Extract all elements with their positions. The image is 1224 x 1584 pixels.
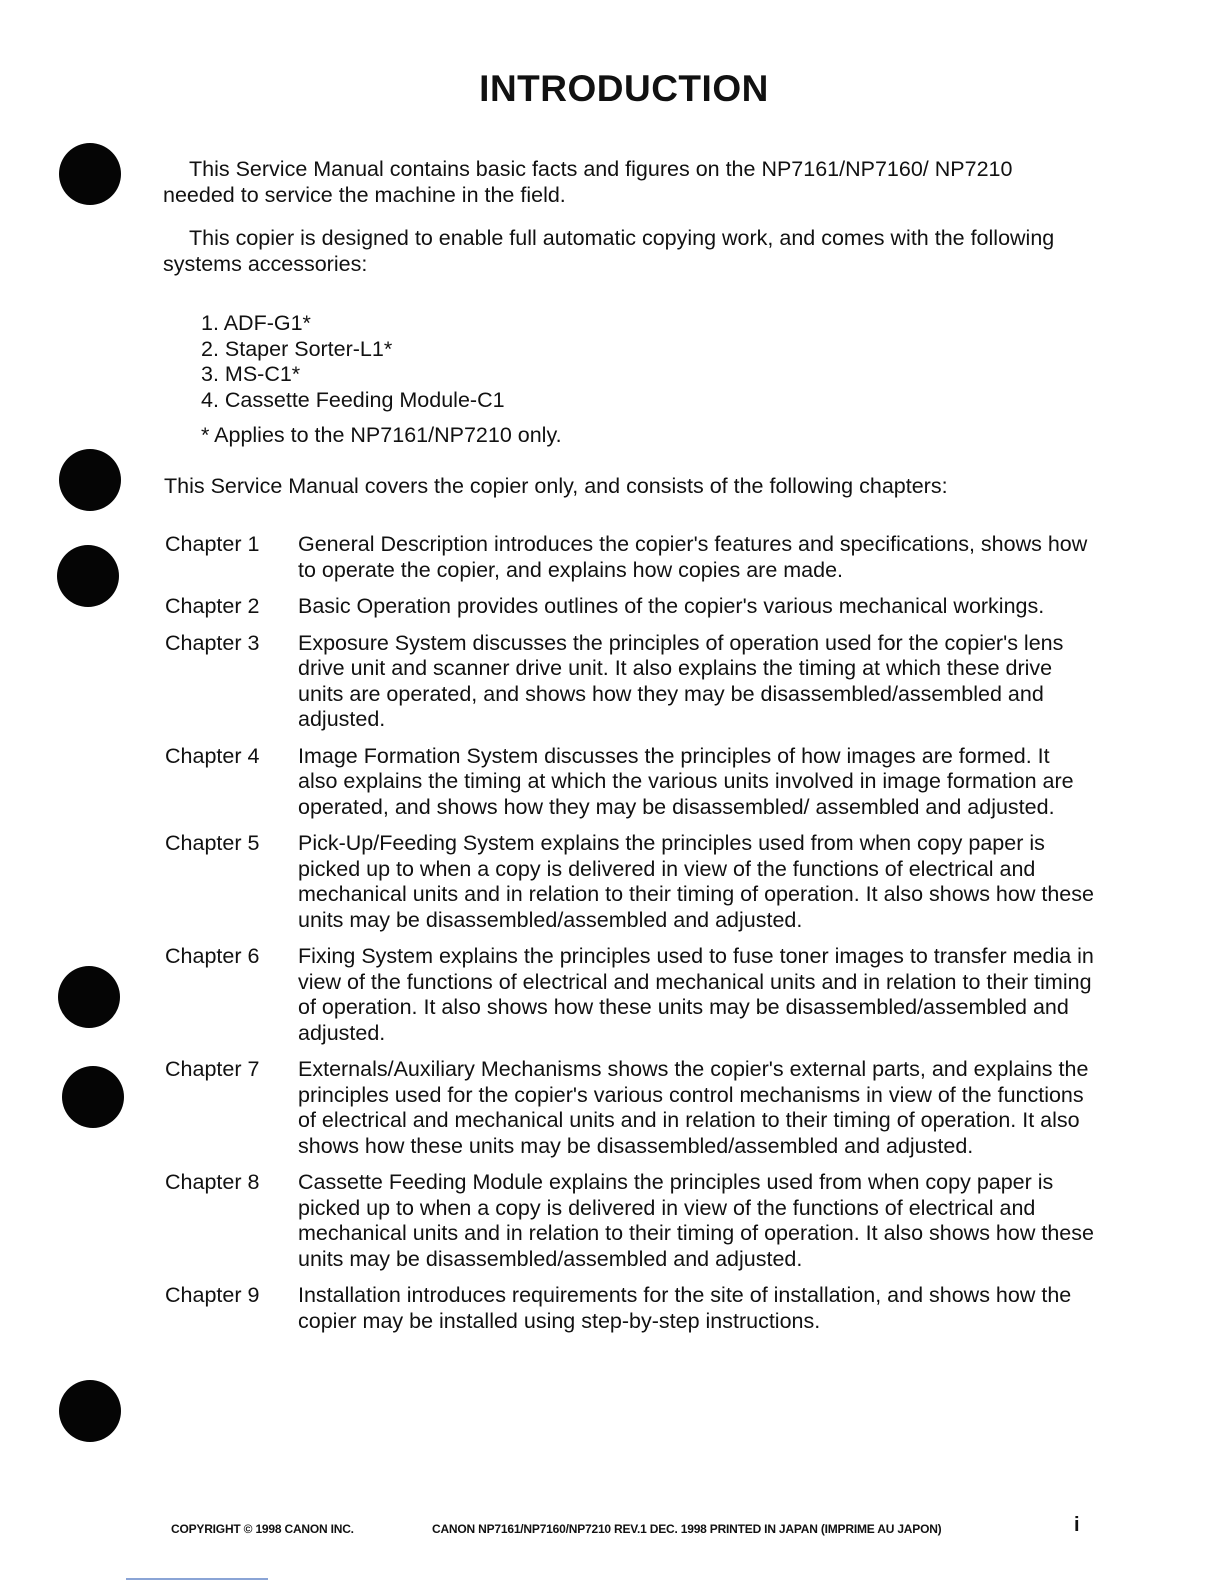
- punch-hole: [59, 143, 121, 205]
- chapter-number: Chapter 4: [165, 743, 260, 768]
- list-item: 1. ADF-G1*: [201, 311, 311, 335]
- intro-paragraph: This copier is designed to enable full automatic copying work, and comes with the following systems accessories:: [163, 226, 1055, 276]
- chapter-number: Chapter 7: [165, 1057, 260, 1081]
- chapter-description: Cassette Feeding Module explains the principles used from when copy paper is picked up to when a copy is delivered in view of the functions of electrical and mechanical units and in relation to their timing of operation. It also shows how these units may be disassembled/assembled and adjusted.: [298, 1170, 1094, 1271]
- accessory-list: [201, 311, 505, 413]
- punch-hole: [57, 545, 119, 607]
- chapter-row: [165, 1283, 1095, 1334]
- page-title: INTRODUCTION: [479, 68, 769, 109]
- intro-paragraph: This Service Manual contains basic facts and figures on the NP7161/NP7160/ NP7210 needed to service the machine in the field.: [163, 157, 1013, 207]
- divider: [126, 1578, 268, 1580]
- chapter-description: Basic Operation provides outlines of the copier's various mechanical workings.: [298, 594, 1045, 618]
- chapter-description: Installation introduces requirements for the site of installation, and shows how the copier may be installed using step-by-step instructions.: [298, 1283, 1072, 1333]
- chapter-number: Chapter 2: [165, 594, 260, 618]
- chapter-description: Pick-Up/Feeding System explains the principles used from when copy paper is picked up to when a copy is delivered in view of the functions of electrical and mechanical units and in relation to their timing of operation. It also shows how these units may be disassembled/assembled and adjusted.: [298, 831, 1094, 932]
- punch-hole: [59, 449, 121, 511]
- punch-hole: [62, 1066, 124, 1128]
- chapter-row: [165, 1057, 1095, 1159]
- chapter-description: Exposure System discusses the principles of operation used for the copier's lens drive unit and scanner drive unit. It also explains the timing at which these drive units are operated, and shows how they may be disassembled/assembled and adjusted.: [298, 630, 1064, 731]
- page-number: i: [1074, 1514, 1080, 1536]
- chapter-row: [165, 631, 1095, 733]
- footer-copyright: COPYRIGHT © 1998 CANON INC.: [171, 1522, 354, 1536]
- chapter-description: Externals/Auxiliary Mechanisms shows the copier's external parts, and explains the principles used for the copier's various control mechanisms in view of the functions of electrical and mechanical units and in relation to their timing of operation. It also shows how these units may be disassembled/assembled and adjusted.: [298, 1057, 1089, 1158]
- list-item: 2. Staper Sorter-L1*: [201, 336, 393, 361]
- chapter-number: Chapter 9: [165, 1283, 260, 1307]
- chapter-number: Chapter 5: [165, 831, 260, 855]
- chapter-row: [165, 532, 1095, 583]
- chapter-number: Chapter 6: [165, 944, 260, 968]
- chapter-row: [165, 831, 1095, 933]
- chapter-description: Fixing System explains the principles used to fuse toner images to transfer media in view of the functions of electrical and mechanical units and in relation to their timing of operation. It also shows how these units may be disassembled/assembled and adjusted.: [298, 944, 1094, 1045]
- list-item: 3. MS-C1*: [201, 362, 301, 386]
- chapter-description: General Description introduces the copier's features and specifications, shows how to operate the copier, and explains how copies are made.: [298, 532, 1088, 582]
- chapter-list: [165, 532, 1095, 1345]
- accessory-note: * Applies to the NP7161/NP7210 only.: [201, 423, 562, 447]
- chapter-row: [165, 744, 1095, 821]
- chapter-number: Chapter 8: [165, 1170, 260, 1194]
- punch-hole: [58, 966, 120, 1028]
- punch-hole: [59, 1380, 121, 1442]
- chapter-number: Chapter 3: [165, 630, 260, 655]
- chapter-row: [165, 1170, 1095, 1272]
- chapter-description: Image Formation System discusses the principles of how images are formed. It also explains the timing at which the various units involved in image formation are operated, and shows how they may be disassembled/ assembled and adjusted.: [298, 743, 1074, 819]
- chapters-intro: This Service Manual covers the copier only, and consists of the following chapters:: [164, 474, 948, 498]
- chapter-row: [165, 594, 1095, 620]
- chapter-number: Chapter 1: [165, 532, 260, 556]
- list-item: 4. Cassette Feeding Module-C1: [201, 387, 505, 412]
- footer-edition: CANON NP7161/NP7160/NP7210 REV.1 DEC. 1998 PRINTED IN JAPAN (IMPRIME AU JAPON): [432, 1522, 942, 1536]
- chapter-row: [165, 944, 1095, 1046]
